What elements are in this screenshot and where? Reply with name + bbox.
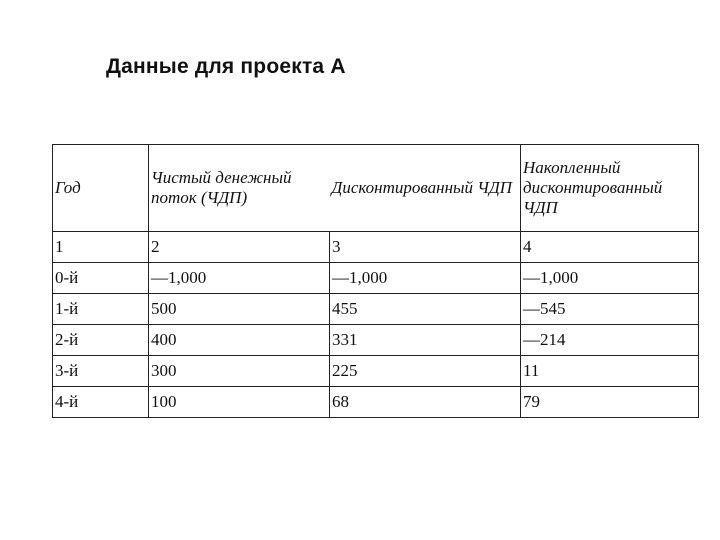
cumulative-cash-flow-cell: —545	[521, 294, 699, 325]
cumulative-cash-flow-cell: 79	[521, 387, 699, 418]
net-cash-flow-cell: 300	[149, 356, 330, 387]
table-row	[53, 294, 699, 325]
column-number: 2	[149, 232, 330, 263]
year-cell: 0-й	[53, 263, 149, 294]
discounted-cash-flow-cell: 225	[330, 356, 521, 387]
table-row	[53, 356, 699, 387]
header-net-cash-flow: Чистый денежный поток (ЧДП)	[149, 145, 330, 232]
column-number: 3	[330, 232, 521, 263]
cash-flow-table	[52, 144, 699, 418]
column-number-row	[53, 232, 699, 263]
column-number: 1	[53, 232, 149, 263]
column-number: 4	[521, 232, 699, 263]
cumulative-cash-flow-cell: —214	[521, 325, 699, 356]
cumulative-cash-flow-cell: 11	[521, 356, 699, 387]
net-cash-flow-cell: 100	[149, 387, 330, 418]
net-cash-flow-cell: 500	[149, 294, 330, 325]
year-cell: 2-й	[53, 325, 149, 356]
header-cumulative-discounted-cash-flow: Накопленный дисконтированный ЧДП	[521, 145, 699, 232]
discounted-cash-flow-cell: 455	[330, 294, 521, 325]
table-row	[53, 263, 699, 294]
table-header-row	[53, 145, 699, 232]
discounted-cash-flow-cell: 331	[330, 325, 521, 356]
cumulative-cash-flow-cell: —1,000	[521, 263, 699, 294]
page-title: Данные для проекта А	[106, 55, 346, 78]
discounted-cash-flow-cell: —1,000	[330, 263, 521, 294]
header-discounted-cash-flow: Дисконтированный ЧДП	[330, 145, 521, 232]
table-row	[53, 387, 699, 418]
net-cash-flow-cell: 400	[149, 325, 330, 356]
net-cash-flow-cell: —1,000	[149, 263, 330, 294]
year-cell: 3-й	[53, 356, 149, 387]
table-row	[53, 325, 699, 356]
header-year: Год	[53, 145, 149, 232]
discounted-cash-flow-cell: 68	[330, 387, 521, 418]
year-cell: 1-й	[53, 294, 149, 325]
year-cell: 4-й	[53, 387, 149, 418]
